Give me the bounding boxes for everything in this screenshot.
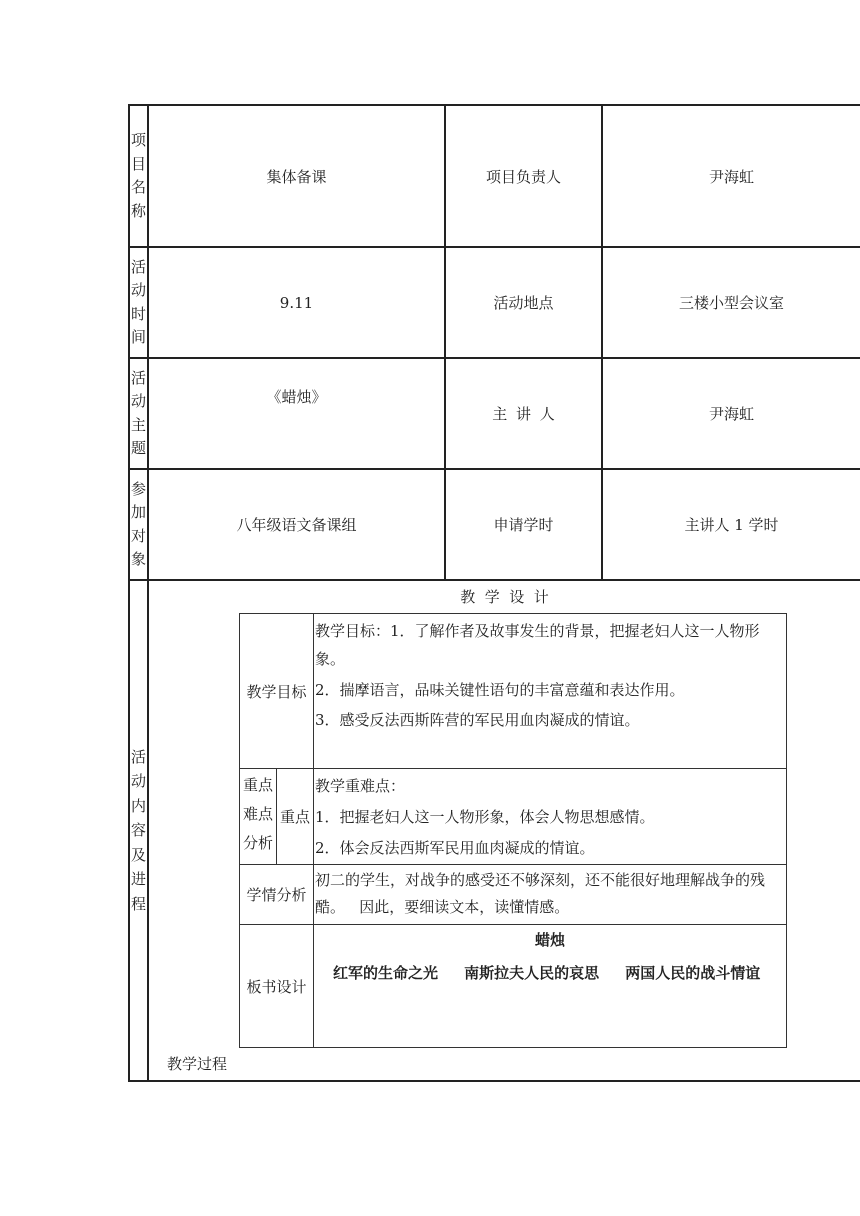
project-name-value: 集体备课	[266, 167, 327, 186]
process-label: 教学过程	[167, 1055, 228, 1073]
participants-value: 八年级语文备课组	[236, 516, 357, 534]
difficulty-line-1: 教学重难点：	[315, 777, 406, 795]
difficulty-label-line-1: 重点	[242, 776, 273, 794]
activity-time-value: 9.11	[279, 293, 314, 312]
difficulty-line-3: 2．体会反法西斯军民用血肉凝成的情谊。	[315, 839, 595, 857]
row-label	[130, 581, 147, 1080]
difficulty-content	[315, 771, 786, 864]
objective-line-2: 2．揣摩语言，品味关键性语句的丰富意蕴和表达作用。	[315, 681, 685, 699]
board-title: 蜡烛	[534, 931, 565, 949]
row-label	[130, 359, 147, 468]
row-label	[130, 106, 147, 246]
row-label-content: 活动内容及进程	[130, 747, 146, 913]
difficulty-line-2: 1．把握老妇人这一人物形象，体会人物思想感情。	[315, 808, 655, 826]
inner-table-bottom	[239, 1047, 787, 1048]
row-label	[130, 248, 147, 357]
inner-divider-2	[239, 864, 787, 865]
row-label-activity-time: 活动时间	[130, 257, 146, 346]
row-label-project-name: 项目名称	[130, 131, 146, 220]
difficulty-outer-label	[240, 771, 276, 858]
design-heading: 教 学 设 计	[460, 588, 549, 606]
activity-theme-value: 《蜡烛》	[266, 388, 327, 406]
board-label: 板书设计	[246, 977, 307, 996]
objectives-label: 教学目标	[246, 682, 307, 701]
difficulty-inner-label: 重点	[279, 808, 310, 826]
row-label	[130, 470, 147, 579]
activity-location-value: 三楼小型会议室	[678, 294, 784, 312]
row-divider-4	[128, 579, 860, 581]
objective-line-1: 教学目标：1．了解作者及故事发生的背景，把握老妇人这一人物形象。	[315, 622, 760, 668]
table-border-bottom	[128, 1080, 860, 1082]
credit-hours-value: 主讲人 1 学时	[684, 516, 779, 534]
credit-hours-label: 申请学时	[493, 516, 554, 534]
row-label-participants: 参加对象	[130, 479, 146, 568]
project-lead-label: 项目负责人	[485, 167, 561, 186]
difficulty-label-line-2: 难点	[242, 805, 273, 823]
inner-divider-1	[239, 768, 787, 769]
inner-table-right	[786, 613, 787, 1048]
activity-location-label: 活动地点	[493, 294, 554, 312]
objectives-content	[315, 617, 786, 735]
students-label: 学情分析	[246, 886, 307, 904]
speaker-label: 主 讲 人	[492, 405, 555, 423]
students-content: 初二的学生，对战争的感受还不够深刻，还不能很好地理解战争的残酷。 因此，要细读文本，读懂情感。	[315, 871, 766, 916]
objective-line-3: 3．感受反法西斯阵营的军民用血肉凝成的情谊。	[315, 711, 640, 729]
row-label-activity-theme: 活动主题	[130, 368, 146, 457]
speaker-value: 尹海虹	[708, 405, 754, 423]
project-lead-value: 尹海虹	[708, 167, 754, 186]
inner-divider-3	[239, 924, 787, 925]
inner-label-divider	[313, 613, 314, 1048]
board-content: 红军的生命之光 南斯拉夫人民的哀思 两国人民的战斗情谊	[333, 964, 761, 982]
difficulty-label-line-3: 分析	[242, 834, 273, 852]
inner-table-top	[239, 613, 787, 614]
